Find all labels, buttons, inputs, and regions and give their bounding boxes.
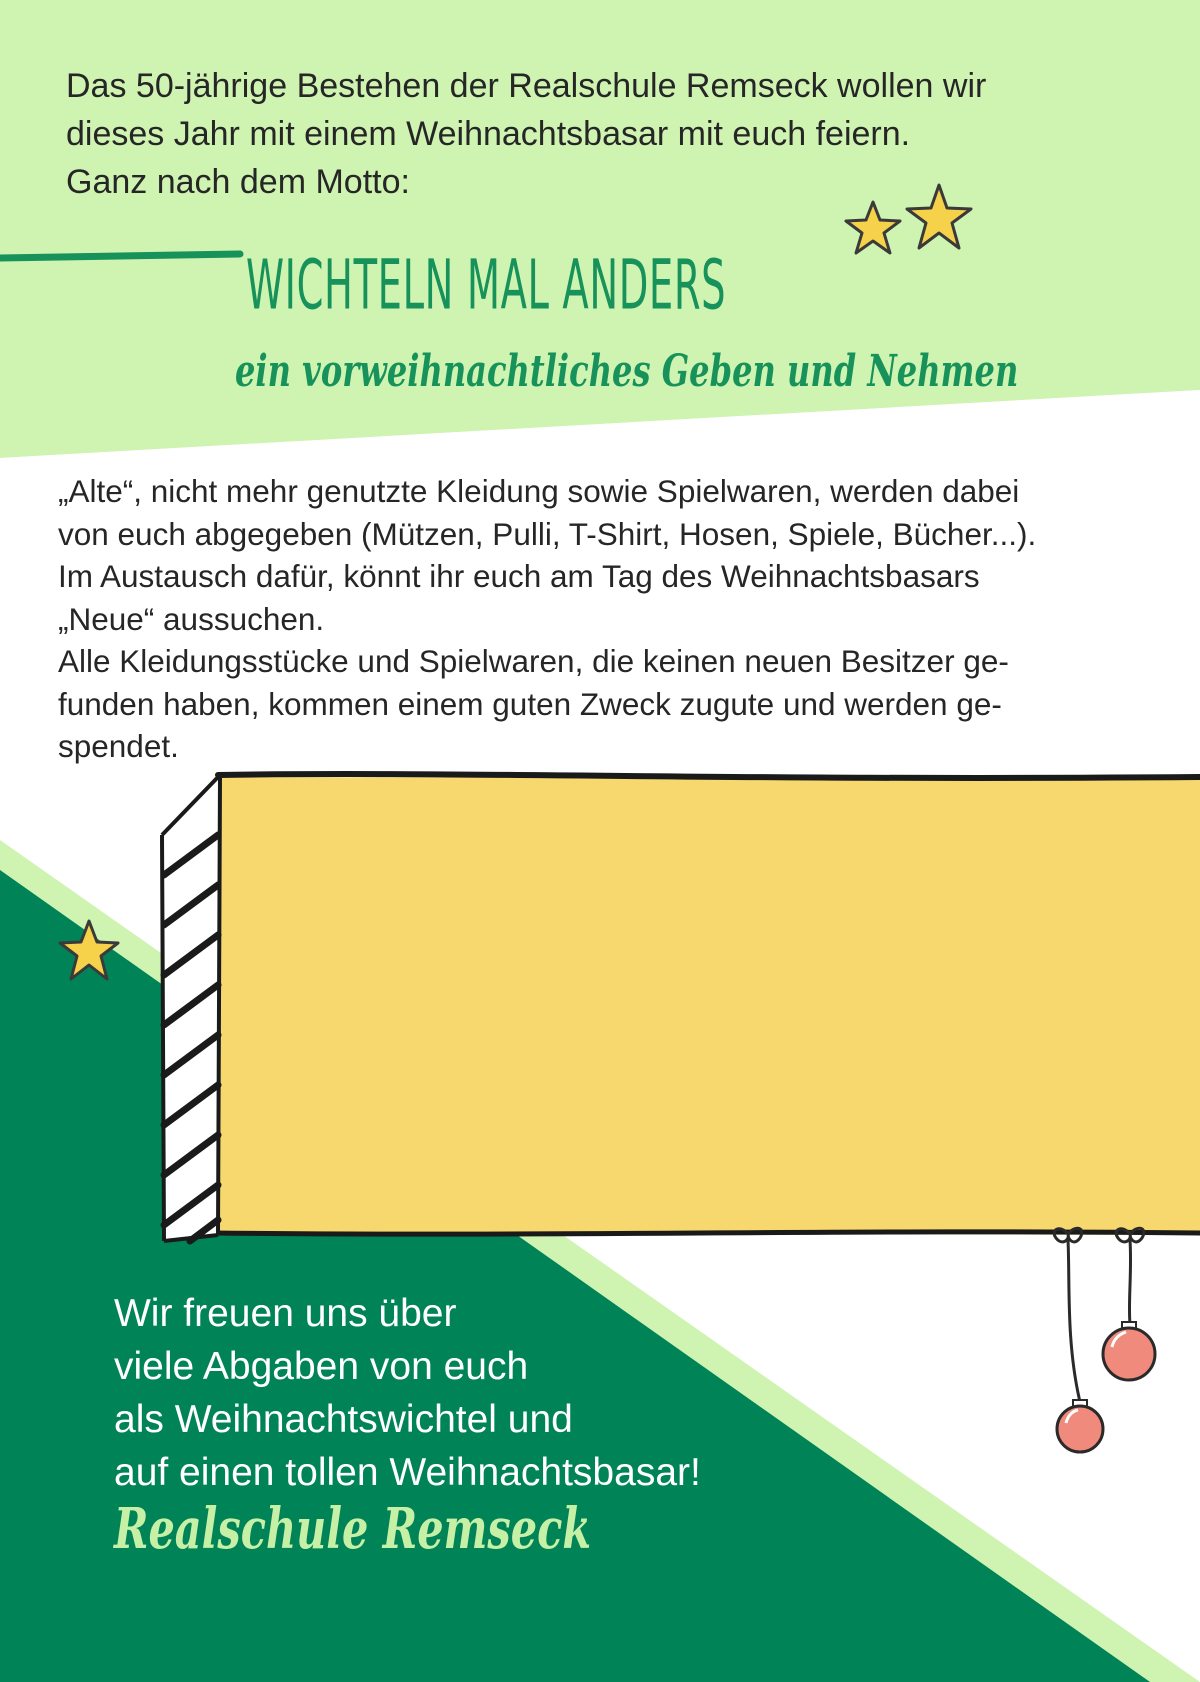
ornament-icon: [1040, 1222, 1190, 1462]
closing-message: [114, 1287, 894, 1499]
star-icon: [56, 916, 122, 986]
description-line: „Neue“ aussuchen.: [58, 600, 325, 637]
description-text: [58, 470, 1178, 768]
closing-line: viele Abgaben von euch: [114, 1345, 529, 1388]
closing-line: Wir freuen uns über: [114, 1292, 457, 1335]
description-line: von euch abgegeben (Mützen, Pulli, T-Shirt, Hosen, Spiele, Bücher...).: [58, 515, 1037, 552]
description-line: Im Austausch dafür, könnt ihr euch am Tag des Weihnachtsbasars: [58, 558, 980, 594]
star-icon: [840, 198, 906, 260]
intro-line: Ganz nach dem Motto:: [66, 163, 410, 201]
title-rule: [0, 254, 240, 258]
intro-text: [66, 62, 1166, 206]
closing-line: auf einen tollen Weihnachtsbasar!: [114, 1451, 701, 1494]
intro-line: Das 50-jährige Bestehen der Realschule Remseck wollen wir: [66, 67, 987, 105]
star-icon: [903, 180, 975, 256]
description-line: spendet.: [58, 728, 179, 764]
motto-title: WICHTELN MAL ANDERS: [246, 244, 727, 326]
intro-line: dieses Jahr mit einem Weihnachtsbasar mit euch feiern.: [66, 115, 911, 153]
motto-subtitle: ein vorweihnachtliches Geben und Nehmen: [235, 346, 1019, 397]
description-line: funden haben, kommen einem guten Zweck zugute und werden ge-: [58, 685, 1002, 722]
info-note-box: [150, 765, 1200, 1245]
closing-line: als Weihnachtswichtel und: [114, 1398, 573, 1441]
description-line: „Alte“, nicht mehr genutzte Kleidung sowie Spielwaren, werden dabei: [58, 473, 1020, 509]
school-signature: Realschule Remseck: [114, 1496, 592, 1562]
description-line: Alle Kleidungsstücke und Spielwaren, die keinen neuen Besitzer ge-: [58, 643, 1009, 679]
candy-cane-icon: [162, 775, 220, 1241]
